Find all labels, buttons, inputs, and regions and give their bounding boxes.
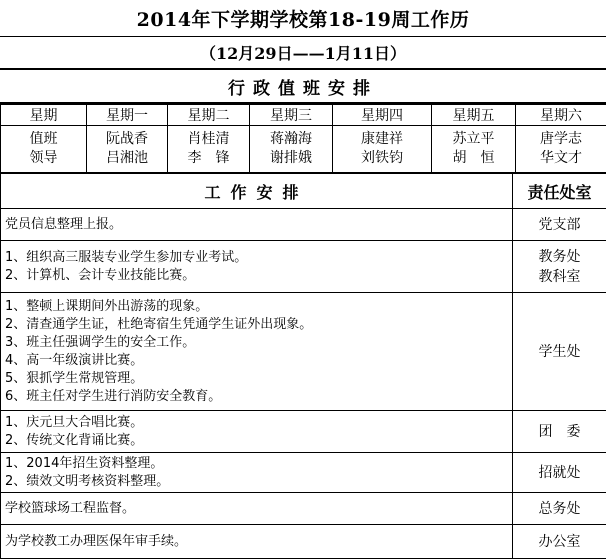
dept-name: 办公室 bbox=[538, 533, 581, 550]
dept-cell bbox=[513, 525, 606, 559]
duty-person: 康建祥 bbox=[361, 131, 403, 147]
task-cell bbox=[1, 493, 513, 525]
duty-names-cell bbox=[432, 126, 516, 173]
task-line: 2、传统文化背诵比赛。 bbox=[5, 432, 144, 448]
work-row bbox=[1, 525, 606, 559]
dept-name: 团 委 bbox=[538, 423, 581, 440]
dept-cell bbox=[513, 241, 606, 293]
duty-person: 刘铁钧 bbox=[361, 150, 403, 166]
duty-header-cell: 星期一 bbox=[87, 105, 168, 126]
task-line: 1、庆元旦大合唱比赛。 bbox=[5, 414, 144, 430]
work-header-task bbox=[1, 174, 513, 209]
duty-person: 华文才 bbox=[540, 150, 582, 166]
work-row bbox=[1, 411, 606, 453]
duty-header-row bbox=[1, 105, 606, 126]
work-row bbox=[1, 453, 606, 493]
work-row bbox=[1, 493, 606, 525]
duty-label-line: 值班 bbox=[29, 131, 58, 147]
duty-header-cell: 星期 bbox=[1, 105, 87, 126]
duty-header-cell: 星期二 bbox=[168, 105, 250, 126]
duty-person: 肖桂清 bbox=[187, 131, 230, 147]
work-table bbox=[0, 173, 606, 559]
duty-person: 阮战香 bbox=[106, 131, 148, 147]
work-row bbox=[1, 293, 606, 411]
work-header-row bbox=[1, 174, 606, 209]
work-row bbox=[1, 241, 606, 293]
task-cell bbox=[1, 209, 513, 241]
task-line: 5、狠抓学生常规管理。 bbox=[5, 370, 144, 386]
dept-name: 总务处 bbox=[538, 500, 581, 517]
duty-header-cell: 星期五 bbox=[432, 105, 516, 126]
duty-header-cell: 星期三 bbox=[250, 105, 333, 126]
task-cell bbox=[1, 241, 513, 293]
duty-person: 吕湘池 bbox=[106, 150, 148, 166]
duty-header-cell: 星期六 bbox=[516, 105, 606, 126]
dept-name: 教务处 bbox=[538, 248, 581, 265]
dept-name: 招就处 bbox=[538, 464, 581, 481]
task-line: 2、绩效文明考核资料整理。 bbox=[5, 473, 170, 489]
task-line: 3、班主任强调学生的安全工作。 bbox=[5, 334, 196, 350]
dept-name: 教科室 bbox=[538, 268, 581, 285]
task-line: 2、清查通学生证，杜绝寄宿生凭通学生证外出现象。 bbox=[5, 316, 313, 332]
task-line: 6、班主任对学生进行消防安全教育。 bbox=[5, 388, 222, 404]
date-range-subtitle: （12月29日——1月11日） bbox=[0, 37, 606, 70]
dept-cell bbox=[513, 411, 606, 453]
duty-names-cell bbox=[87, 126, 168, 173]
duty-person: 蒋瀚海 bbox=[270, 131, 312, 147]
dept-cell bbox=[513, 209, 606, 241]
work-header-task-label: 工作安排 bbox=[204, 182, 309, 202]
task-line: 1、组织高三服装专业学生参加专业考试。 bbox=[5, 249, 248, 265]
duty-person: 唐学志 bbox=[540, 131, 582, 147]
task-line: 1、2014年招生资料整理。 bbox=[5, 455, 164, 471]
task-cell bbox=[1, 411, 513, 453]
duty-person: 谢排娥 bbox=[270, 150, 312, 166]
duty-person: 李 锋 bbox=[187, 150, 230, 166]
duty-names-row bbox=[1, 126, 606, 173]
task-line: 2、计算机、会计专业技能比赛。 bbox=[5, 267, 196, 283]
dept-cell bbox=[513, 453, 606, 493]
task-line: 4、高一年级演讲比赛。 bbox=[5, 352, 144, 368]
dept-cell bbox=[513, 293, 606, 411]
work-row bbox=[1, 209, 606, 241]
task-line: 1、整顿上课期间外出游荡的现象。 bbox=[5, 298, 209, 314]
duty-person: 苏立平 bbox=[452, 131, 495, 147]
dept-cell bbox=[513, 493, 606, 525]
task-cell bbox=[1, 453, 513, 493]
task-line: 为学校教工办理医保年审手续。 bbox=[5, 533, 188, 549]
duty-names-cell bbox=[168, 126, 250, 173]
dept-name: 学生处 bbox=[538, 343, 581, 360]
duty-header-cell: 星期四 bbox=[333, 105, 432, 126]
duty-section-title: 行政值班安排 bbox=[0, 70, 606, 104]
task-line: 学校篮球场工程监督。 bbox=[5, 500, 136, 516]
task-cell bbox=[1, 525, 513, 559]
page-title: 2014年下学期学校第18-19周工作历 bbox=[0, 0, 606, 37]
dept-name: 党支部 bbox=[538, 216, 581, 233]
duty-table bbox=[0, 104, 606, 173]
duty-label-line: 领导 bbox=[29, 150, 58, 166]
work-header-dept: 责任处室 bbox=[513, 174, 606, 209]
duty-label-cell bbox=[1, 126, 87, 173]
duty-names-cell bbox=[516, 126, 606, 173]
duty-names-cell bbox=[333, 126, 432, 173]
duty-person: 胡 恒 bbox=[452, 150, 495, 166]
duty-names-cell bbox=[250, 126, 333, 173]
task-cell bbox=[1, 293, 513, 411]
task-line: 党员信息整理上报。 bbox=[5, 216, 123, 232]
